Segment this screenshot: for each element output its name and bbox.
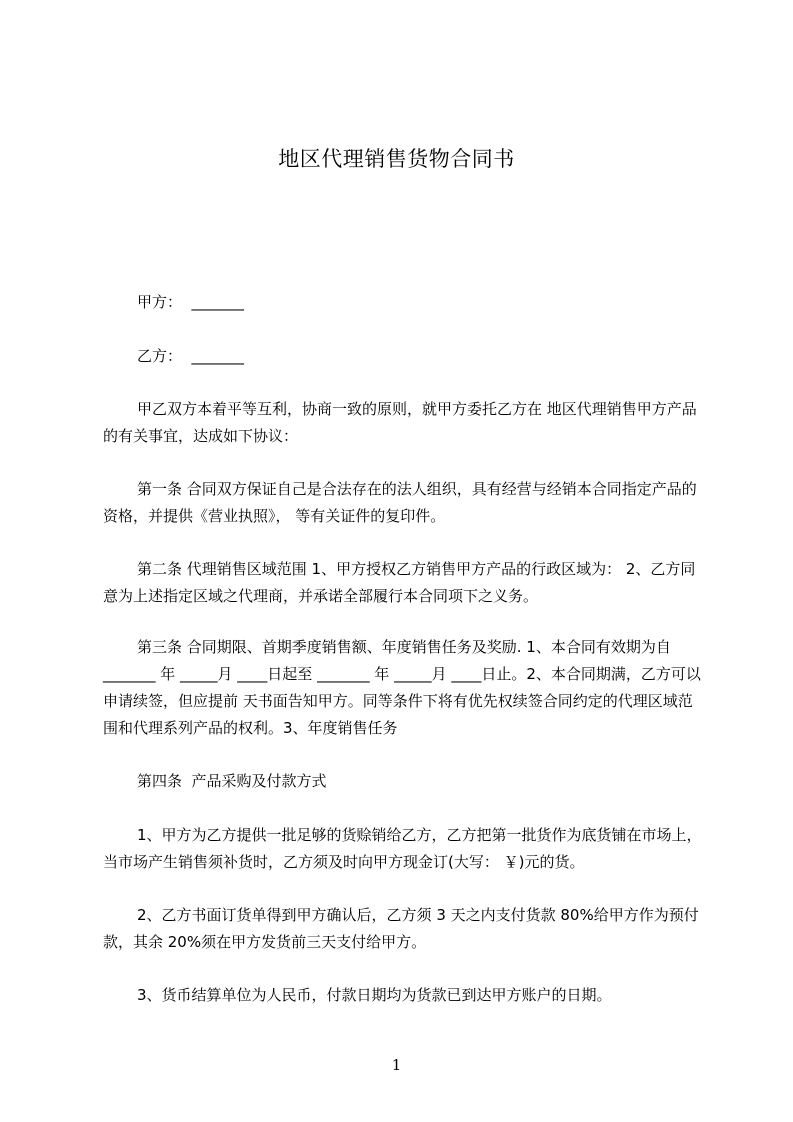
article-3-paragraph xyxy=(103,634,703,742)
intro-text: 甲乙双方本着平等互利，协商一致的原则，就甲方委托乙方在 地区代理销售甲方产品的有关事宜，达成如下协议： xyxy=(103,400,697,445)
article-1-text: 第一条 合同双方保证自己是合法存在的法人组织，具有经营与经销本合同指定产品的资格，并提供《营业执照》， 等有关证件的复印件。 xyxy=(103,480,697,525)
article-2-text: 第二条 代理销售区域范围 1、甲方授权乙方销售甲方产品的行政区域为： 2、乙方同意为上述指定区域之代理商，并承诺全部履行本合同项下之义务。 xyxy=(103,560,696,605)
clause-2-text: 2、乙方书面订货单得到甲方确认后，乙方须 3 天之内支付货款 80%给甲方作为预付款，其余 20%须在甲方发货前三天支付给甲方。 xyxy=(103,906,699,951)
article-1-paragraph xyxy=(103,476,703,530)
party-b-line: 乙方： _______ xyxy=(137,347,245,365)
article-4-heading: 第四条 产品采购及付款方式 xyxy=(137,772,327,790)
party-a-line: 甲方： _______ xyxy=(137,293,245,311)
article-2-paragraph xyxy=(103,556,703,610)
clause-1-text: 1、甲方为乙方提供一批足够的货赊销给乙方，乙方把第一批货作为底货铺在市场上，当市场产生销售须补货时，乙方须及时向甲方现金订(大写： ￥)元的货。 xyxy=(103,826,702,871)
document-title: 地区代理销售货物合同书 xyxy=(278,147,515,171)
intro-paragraph xyxy=(103,396,703,450)
clause-3-paragraph xyxy=(103,982,703,1009)
clause-2-paragraph xyxy=(103,902,703,956)
clause-3-text: 3、货币结算单位为人民币，付款日期均为货款已到达甲方账户的日期。 xyxy=(137,986,612,1004)
page-number: 1 xyxy=(391,1056,402,1074)
clause-1-paragraph xyxy=(103,822,703,876)
article-3-text: 第三条 合同期限、首期季度销售额、年度销售任务及奖励. 1、本合同有效期为自 _______ 年 _____月 ____日起至 _______ 年 _____月 ____日止。2、本合同期满，乙方可以申请续签，但应提前 天书面告知甲方。同等条件下将有优先权续签合同约定的代理区域范围和代理系列产品的权利。3、年度销售任务 xyxy=(103,638,701,737)
